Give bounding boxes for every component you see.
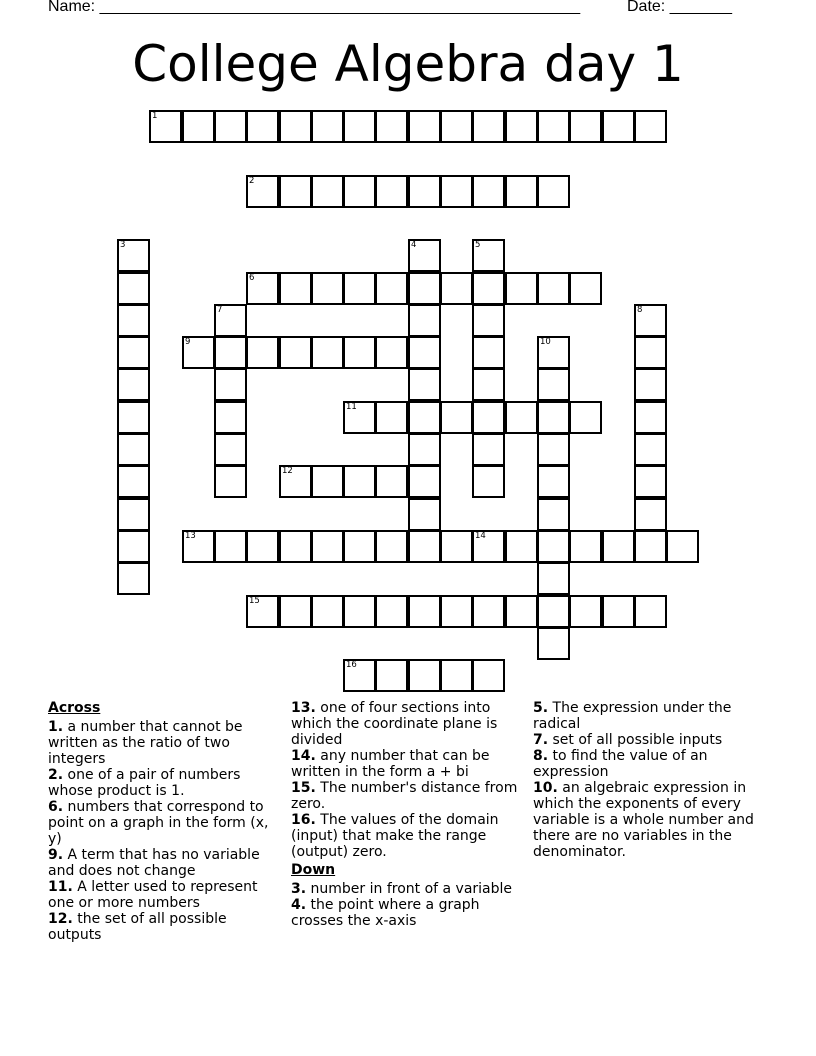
- crossword-cell[interactable]: [408, 336, 441, 369]
- crossword-cell[interactable]: [537, 595, 570, 628]
- clue-number: 1.: [48, 719, 64, 735]
- clues-column-3: [533, 700, 773, 860]
- crossword-cell[interactable]: [343, 110, 376, 143]
- crossword-cell[interactable]: [634, 368, 667, 401]
- crossword-cell[interactable]: [472, 401, 505, 434]
- crossword-cell[interactable]: [375, 595, 408, 628]
- crossword-cell[interactable]: [214, 465, 247, 498]
- clue-text: a number that cannot be written as the ratio of two integers: [48, 719, 243, 767]
- clue-item: [533, 748, 773, 780]
- crossword-cell[interactable]: [537, 110, 570, 143]
- crossword-cell[interactable]: [375, 175, 408, 208]
- crossword-cell[interactable]: [440, 659, 473, 692]
- cell-number: 9: [185, 337, 191, 347]
- clue-text: one of four sections into which the coordinate plane is divided: [291, 700, 498, 748]
- crossword-cell[interactable]: [214, 368, 247, 401]
- crossword-cell[interactable]: [117, 530, 150, 563]
- crossword-cell[interactable]: [537, 272, 570, 305]
- clue-text: the point where a graph crosses the x-axis: [291, 897, 480, 929]
- date-field-label: Date: _______: [627, 0, 732, 15]
- crossword-cell[interactable]: [117, 498, 150, 531]
- crossword-cell[interactable]: [246, 272, 279, 305]
- crossword-cell[interactable]: [311, 110, 344, 143]
- crossword-cell[interactable]: [311, 272, 344, 305]
- crossword-cell[interactable]: [472, 465, 505, 498]
- clues-column-1: [48, 700, 283, 943]
- clue-number: 9.: [48, 847, 64, 863]
- crossword-cell[interactable]: [602, 595, 635, 628]
- crossword-cell[interactable]: [505, 595, 538, 628]
- cell-number: 3: [120, 240, 126, 250]
- crossword-cell[interactable]: [311, 336, 344, 369]
- cell-number: 6: [249, 273, 255, 283]
- crossword-cell[interactable]: [440, 530, 473, 563]
- clue-number: 15.: [291, 780, 316, 796]
- crossword-cell[interactable]: [505, 530, 538, 563]
- crossword-cell[interactable]: [182, 336, 215, 369]
- crossword-cell[interactable]: [408, 498, 441, 531]
- crossword-cell[interactable]: [246, 595, 279, 628]
- crossword-cell[interactable]: [343, 336, 376, 369]
- clue-number: 5.: [533, 700, 549, 716]
- clue-number: 8.: [533, 748, 549, 764]
- cell-number: 16: [346, 660, 357, 670]
- crossword-cell[interactable]: [408, 239, 441, 272]
- clue-item: [533, 700, 773, 732]
- crossword-cell[interactable]: [634, 433, 667, 466]
- crossword-cell[interactable]: [117, 272, 150, 305]
- crossword-cell[interactable]: [375, 530, 408, 563]
- crossword-cell[interactable]: [408, 304, 441, 337]
- crossword-cell[interactable]: [472, 433, 505, 466]
- clue-list-col3: [533, 700, 773, 860]
- crossword-cell[interactable]: [472, 239, 505, 272]
- crossword-cell[interactable]: [375, 659, 408, 692]
- crossword-cell[interactable]: [279, 110, 312, 143]
- clue-number: 12.: [48, 911, 73, 927]
- crossword-cell[interactable]: [214, 304, 247, 337]
- crossword-cell[interactable]: [440, 110, 473, 143]
- crossword-cell[interactable]: [440, 595, 473, 628]
- clue-item: [291, 812, 526, 860]
- crossword-cell[interactable]: [537, 465, 570, 498]
- clue-item: [291, 700, 526, 748]
- crossword-cell[interactable]: [666, 530, 699, 563]
- crossword-cell[interactable]: [505, 110, 538, 143]
- clues-column-2: [291, 700, 526, 929]
- crossword-cell[interactable]: [182, 530, 215, 563]
- cell-number: 15: [249, 596, 260, 606]
- clue-number: 4.: [291, 897, 307, 913]
- crossword-cell[interactable]: [634, 595, 667, 628]
- clue-number: 7.: [533, 732, 549, 748]
- crossword-cell[interactable]: [634, 304, 667, 337]
- crossword-cell[interactable]: [408, 530, 441, 563]
- crossword-cell[interactable]: [472, 659, 505, 692]
- crossword-cell[interactable]: [182, 110, 215, 143]
- crossword-cell[interactable]: [279, 465, 312, 498]
- cell-number: 4: [411, 240, 417, 250]
- crossword-cell[interactable]: [537, 175, 570, 208]
- clue-item: [291, 897, 526, 929]
- crossword-cell[interactable]: [569, 110, 602, 143]
- crossword-cell[interactable]: [246, 530, 279, 563]
- crossword-cell[interactable]: [117, 401, 150, 434]
- clue-text: A letter used to represent one or more numbers: [48, 879, 258, 911]
- clue-text: numbers that correspond to point on a graph in the form (x, y): [48, 799, 269, 847]
- clue-list-col2-across: [291, 700, 526, 860]
- crossword-cell[interactable]: [246, 336, 279, 369]
- crossword-cell[interactable]: [537, 498, 570, 531]
- crossword-cell[interactable]: [408, 659, 441, 692]
- crossword-cell[interactable]: [117, 336, 150, 369]
- cell-number: 12: [282, 466, 293, 476]
- clue-text: an algebraic expression in which the exponents of every variable is a whole number and there are no variables in the denominator.: [533, 780, 754, 860]
- clue-number: 11.: [48, 879, 73, 895]
- clue-text: The values of the domain (input) that make the range (output) zero.: [291, 812, 499, 860]
- crossword-cell[interactable]: [505, 175, 538, 208]
- crossword-cell[interactable]: [440, 175, 473, 208]
- crossword-cell[interactable]: [279, 336, 312, 369]
- crossword-cell[interactable]: [408, 368, 441, 401]
- clue-text: set of all possible inputs: [548, 732, 723, 748]
- crossword-cell[interactable]: [440, 401, 473, 434]
- crossword-cell[interactable]: [569, 595, 602, 628]
- crossword-cell[interactable]: [375, 401, 408, 434]
- crossword-cell[interactable]: [311, 530, 344, 563]
- clue-item: [48, 719, 283, 767]
- clue-text: number in front of a variable: [306, 881, 513, 897]
- crossword-cell[interactable]: [343, 465, 376, 498]
- crossword-cell[interactable]: [408, 110, 441, 143]
- clue-item: [48, 911, 283, 943]
- crossword-cell[interactable]: [634, 530, 667, 563]
- crossword-cell[interactable]: [343, 175, 376, 208]
- crossword-cell[interactable]: [634, 336, 667, 369]
- crossword-cell[interactable]: [279, 272, 312, 305]
- crossword-cell[interactable]: [117, 304, 150, 337]
- crossword-cell[interactable]: [537, 368, 570, 401]
- crossword-cell[interactable]: [634, 110, 667, 143]
- crossword-cell[interactable]: [537, 562, 570, 595]
- crossword-cell[interactable]: [375, 110, 408, 143]
- crossword-cell[interactable]: [214, 530, 247, 563]
- clue-number: 13.: [291, 700, 316, 716]
- crossword-cell[interactable]: [472, 304, 505, 337]
- crossword-cell[interactable]: [634, 465, 667, 498]
- clue-item: [291, 881, 526, 897]
- clue-item: [291, 780, 526, 812]
- clue-item: [291, 748, 526, 780]
- clue-item: [533, 732, 773, 748]
- crossword-cell[interactable]: [279, 595, 312, 628]
- clue-number: 3.: [291, 881, 307, 897]
- crossword-cell[interactable]: [569, 401, 602, 434]
- name-field-label: Name: ______________________________________________________: [48, 0, 581, 15]
- clue-number: 16.: [291, 812, 316, 828]
- crossword-cell[interactable]: [472, 175, 505, 208]
- clue-number: 6.: [48, 799, 64, 815]
- clue-text: The expression under the radical: [533, 700, 732, 732]
- crossword-cell[interactable]: [569, 272, 602, 305]
- cell-number: 2: [249, 176, 255, 186]
- crossword-cell[interactable]: [343, 272, 376, 305]
- crossword-cell[interactable]: [472, 272, 505, 305]
- crossword-cell[interactable]: [214, 336, 247, 369]
- cell-number: 5: [475, 240, 481, 250]
- crossword-cell[interactable]: [537, 530, 570, 563]
- crossword-cell[interactable]: [214, 433, 247, 466]
- crossword-cell[interactable]: [375, 272, 408, 305]
- cell-number: 1: [152, 111, 158, 121]
- clue-text: The number's distance from zero.: [291, 780, 518, 812]
- crossword-cell[interactable]: [472, 368, 505, 401]
- crossword-cell[interactable]: [537, 336, 570, 369]
- crossword-cell[interactable]: [117, 562, 150, 595]
- crossword-cell[interactable]: [311, 595, 344, 628]
- clue-number: 14.: [291, 748, 316, 764]
- crossword-cell[interactable]: [279, 530, 312, 563]
- clue-text: one of a pair of numbers whose product is 1.: [48, 767, 241, 799]
- cell-number: 10: [540, 337, 551, 347]
- crossword-cell[interactable]: [440, 272, 473, 305]
- crossword-cell[interactable]: [537, 627, 570, 660]
- clue-item: [48, 799, 283, 847]
- crossword-cell[interactable]: [117, 368, 150, 401]
- crossword-cell[interactable]: [117, 433, 150, 466]
- crossword-cell[interactable]: [472, 595, 505, 628]
- crossword-cell[interactable]: [408, 272, 441, 305]
- cell-number: 14: [475, 531, 486, 541]
- cell-number: 11: [346, 402, 357, 412]
- crossword-cell[interactable]: [537, 401, 570, 434]
- crossword-cell[interactable]: [472, 110, 505, 143]
- crossword-cell[interactable]: [343, 530, 376, 563]
- crossword-cell[interactable]: [602, 110, 635, 143]
- crossword-cell[interactable]: [246, 175, 279, 208]
- crossword-cell[interactable]: [569, 530, 602, 563]
- crossword-cell[interactable]: [214, 110, 247, 143]
- crossword-cell[interactable]: [311, 465, 344, 498]
- clue-text: to find the value of an expression: [533, 748, 708, 780]
- clue-list-col1: [48, 719, 283, 943]
- crossword-cell[interactable]: [472, 530, 505, 563]
- crossword-cell[interactable]: [408, 465, 441, 498]
- cell-number: 7: [217, 305, 223, 315]
- crossword-cell[interactable]: [343, 401, 376, 434]
- crossword-cell[interactable]: [537, 433, 570, 466]
- crossword-cell[interactable]: [505, 401, 538, 434]
- clue-item: [48, 879, 283, 911]
- crossword-cell[interactable]: [149, 110, 182, 143]
- crossword-cell[interactable]: [602, 530, 635, 563]
- across-heading: Across: [48, 700, 101, 716]
- clue-number: 2.: [48, 767, 64, 783]
- crossword-cell[interactable]: [634, 401, 667, 434]
- crossword-cell[interactable]: [634, 498, 667, 531]
- crossword-cell[interactable]: [408, 433, 441, 466]
- crossword-cell[interactable]: [408, 401, 441, 434]
- clue-text: the set of all possible outputs: [48, 911, 227, 943]
- down-heading: Down: [291, 862, 336, 878]
- page-title: College Algebra day 1: [132, 35, 684, 93]
- crossword-cell[interactable]: [472, 336, 505, 369]
- crossword-cell[interactable]: [117, 239, 150, 272]
- crossword-cell[interactable]: [214, 401, 247, 434]
- crossword-cell[interactable]: [505, 272, 538, 305]
- crossword-cell[interactable]: [117, 465, 150, 498]
- crossword-cell[interactable]: [408, 595, 441, 628]
- clue-number: 10.: [533, 780, 558, 796]
- crossword-cell[interactable]: [343, 595, 376, 628]
- clue-item: [48, 767, 283, 799]
- crossword-cell[interactable]: [343, 659, 376, 692]
- cell-number: 8: [637, 305, 643, 315]
- crossword-cell[interactable]: [375, 465, 408, 498]
- crossword-cell[interactable]: [375, 336, 408, 369]
- cell-number: 13: [185, 531, 196, 541]
- crossword-cell[interactable]: [246, 110, 279, 143]
- clue-list-col2-down: [291, 881, 526, 929]
- clue-item: [48, 847, 283, 879]
- clue-text: any number that can be written in the form a + bi: [291, 748, 490, 780]
- crossword-cell[interactable]: [311, 175, 344, 208]
- clue-item: [533, 780, 773, 860]
- crossword-cell[interactable]: [408, 175, 441, 208]
- clue-text: A term that has no variable and does not change: [48, 847, 260, 879]
- crossword-cell[interactable]: [279, 175, 312, 208]
